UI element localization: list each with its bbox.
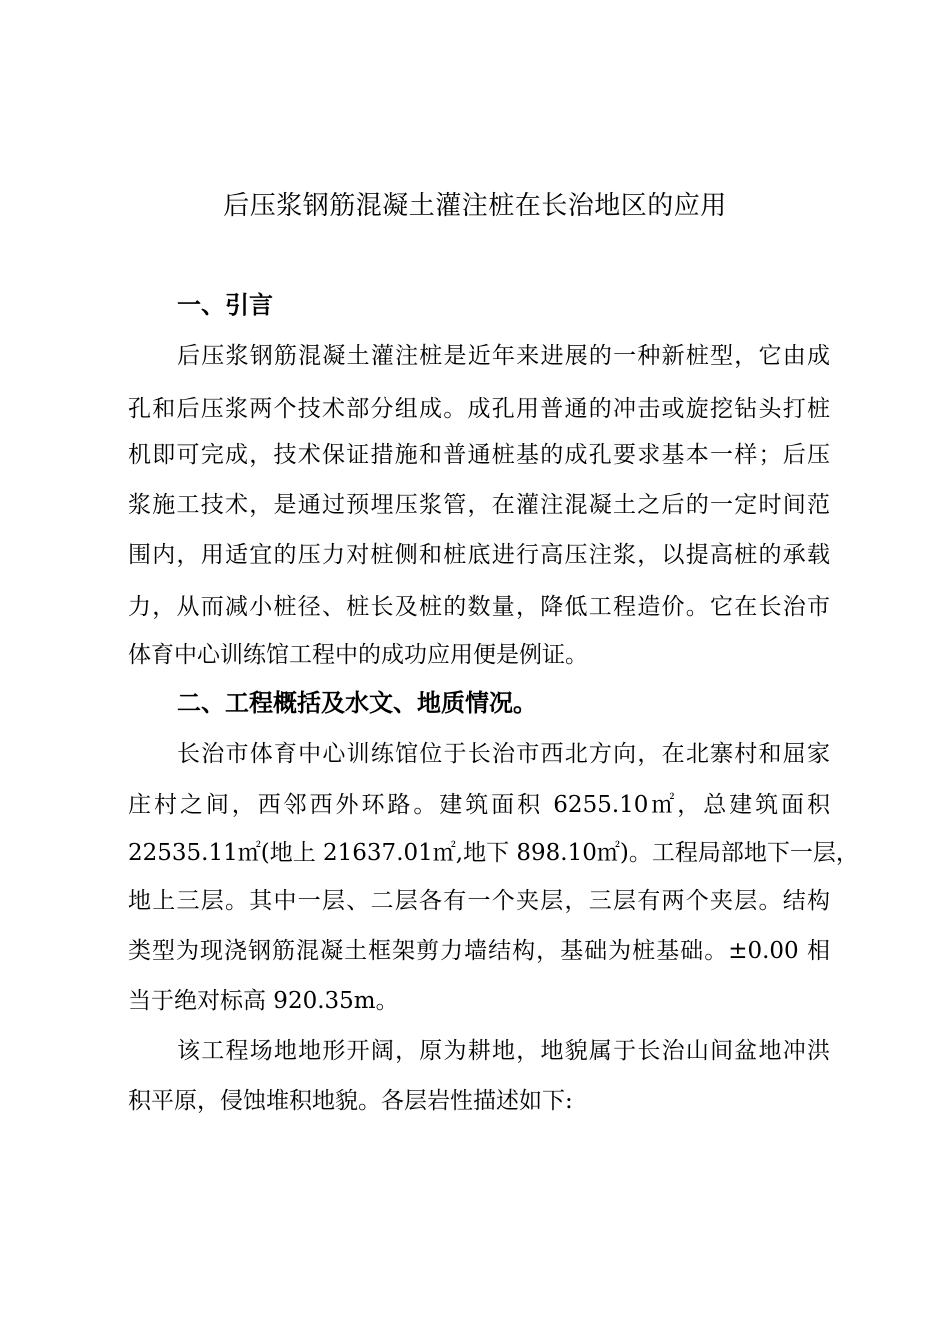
paragraph-line: 积平原，侵蚀堆积地貌。各层岩性描述如下:: [128, 1088, 573, 1114]
document-title: 后压浆钢筋混凝土灌注桩在长治地区的应用: [223, 191, 727, 221]
paragraph-line: 地上三层。其中一层、二层各有一个夹层，三层有两个夹层。结构: [128, 888, 830, 914]
paragraph-line: 浆施工技术，是通过预埋压浆管，在灌注混凝土之后的一定时间范: [128, 492, 830, 518]
section-heading-project-overview: 二、工程概括及水文、地质情况。: [177, 689, 537, 717]
paragraph-line: 庄村之间，西邻西外环路。建筑面积 6255.10㎡，总建筑面积: [128, 792, 830, 818]
paragraph-line: 力，从而减小桩径、桩长及桩的数量，降低工程造价。它在长治市: [128, 594, 830, 620]
paragraph-line: 该工程场地地形开阔，原为耕地，地貌属于长治山间盆地冲洪: [177, 1038, 830, 1064]
paragraph-line: 后压浆钢筋混凝土灌注桩是近年来进展的一种新桩型，它由成: [177, 343, 830, 369]
paragraph-line: 机即可完成，技术保证措施和普通桩基的成孔要求基本一样；后压: [128, 442, 830, 468]
paragraph-line: 当于绝对标高 920.35m。: [128, 988, 399, 1014]
paragraph-line: 长治市体育中心训练馆位于长治市西北方向，在北寨村和屈家: [177, 741, 830, 767]
paragraph-line: 类型为现浇钢筋混凝土框架剪力墙结构，基础为桩基础。±0.00 相: [128, 938, 830, 964]
paragraph-line: 孔和后压浆两个技术部分组成。成孔用普通的冲击或旋挖钻头打桩: [128, 396, 830, 422]
paragraph-line: 体育中心训练馆工程中的成功应用便是例证。: [128, 642, 588, 668]
paragraph-line: 22535.11㎡(地上 21637.01㎡,地下 898.10㎡)。工程局部地下一层，: [128, 840, 859, 866]
paragraph-line: 围内，用适宜的压力对桩侧和桩底进行高压注浆，以提高桩的承载: [128, 542, 830, 568]
section-heading-introduction: 一、引言: [177, 291, 273, 319]
